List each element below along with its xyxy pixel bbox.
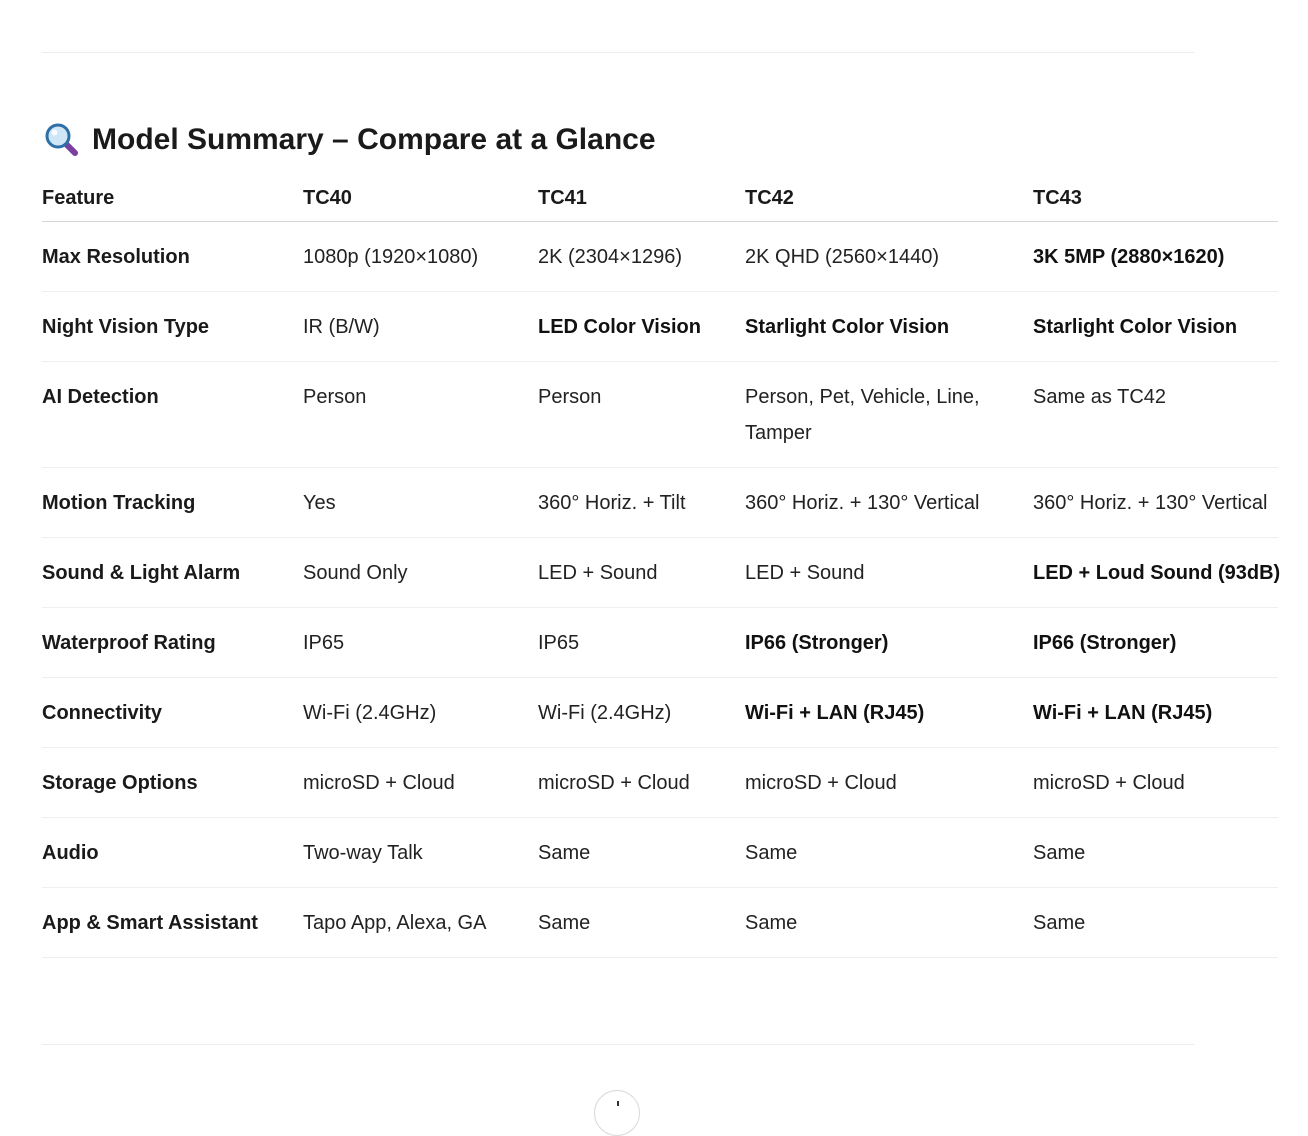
tc40-cell: Two-way Talk <box>303 818 538 888</box>
tc41-cell: Wi-Fi (2.4GHz) <box>538 678 745 748</box>
tc41-cell: IP65 <box>538 608 745 678</box>
feature-cell: Sound & Light Alarm <box>42 538 303 608</box>
model-summary-table <box>42 176 1281 958</box>
tc43-cell: IP66 (Stronger) <box>1033 608 1278 678</box>
tc42-cell: Person, Pet, Vehicle, Line, Tamper <box>745 362 1033 468</box>
tc43-cell: microSD + Cloud <box>1033 748 1278 818</box>
feature-cell: Audio <box>42 818 303 888</box>
column-header-tc43: TC43 <box>1033 176 1278 222</box>
tc43-cell: Same as TC42 <box>1033 362 1278 468</box>
tc41-cell: LED + Sound <box>538 538 745 608</box>
tc40-cell: 1080p (1920×1080) <box>303 222 538 292</box>
table-header-row <box>42 176 1278 222</box>
feature-cell: App & Smart Assistant <box>42 888 303 958</box>
tc42-cell: Same <box>745 888 1033 958</box>
feature-cell: Connectivity <box>42 678 303 748</box>
tc41-cell: Person <box>538 362 745 468</box>
table-row <box>42 888 1278 958</box>
scroll-down-button[interactable] <box>594 1090 640 1136</box>
tc42-cell: 2K QHD (2560×1440) <box>745 222 1033 292</box>
table-row <box>42 608 1278 678</box>
bottom-divider <box>42 1044 1194 1045</box>
tc42-cell: LED + Sound <box>745 538 1033 608</box>
section-heading <box>44 118 656 162</box>
tc41-cell: 2K (2304×1296) <box>538 222 745 292</box>
tc42-cell: IP66 (Stronger) <box>745 608 1033 678</box>
tc40-cell: IP65 <box>303 608 538 678</box>
tc40-cell: microSD + Cloud <box>303 748 538 818</box>
table-row <box>42 468 1278 538</box>
column-header-tc42: TC42 <box>745 176 1033 222</box>
tc41-cell: Same <box>538 818 745 888</box>
tc42-cell: 360° Horiz. + 130° Vertical <box>745 468 1033 538</box>
magnifying-glass-icon <box>44 122 80 158</box>
column-header-tc41: TC41 <box>538 176 745 222</box>
tc40-cell: Wi-Fi (2.4GHz) <box>303 678 538 748</box>
tc43-cell: Same <box>1033 818 1278 888</box>
tc42-cell: microSD + Cloud <box>745 748 1033 818</box>
table-row <box>42 678 1278 748</box>
table-row <box>42 748 1278 818</box>
tc41-cell: Same <box>538 888 745 958</box>
tc43-cell: LED + Loud Sound (93dB) <box>1033 538 1278 608</box>
feature-cell: Motion Tracking <box>42 468 303 538</box>
feature-cell: Night Vision Type <box>42 292 303 362</box>
top-divider <box>42 52 1194 53</box>
feature-cell: AI Detection <box>42 362 303 468</box>
table-row <box>42 222 1278 292</box>
table-row <box>42 292 1278 362</box>
tc42-cell: Starlight Color Vision <box>745 292 1033 362</box>
tc40-cell: Sound Only <box>303 538 538 608</box>
arrow-down-icon <box>617 1101 619 1106</box>
tc41-cell: 360° Horiz. + Tilt <box>538 468 745 538</box>
tc41-cell: LED Color Vision <box>538 292 745 362</box>
feature-cell: Waterproof Rating <box>42 608 303 678</box>
column-header-feature: Feature <box>42 176 303 222</box>
tc43-cell: 360° Horiz. + 130° Vertical <box>1033 468 1278 538</box>
table-row <box>42 538 1278 608</box>
table-row <box>42 818 1278 888</box>
tc43-cell: Same <box>1033 888 1278 958</box>
tc41-cell: microSD + Cloud <box>538 748 745 818</box>
tc40-cell: Tapo App, Alexa, GA <box>303 888 538 958</box>
tc43-cell: 3K 5MP (2880×1620) <box>1033 222 1278 292</box>
tc43-cell: Wi-Fi + LAN (RJ45) <box>1033 678 1278 748</box>
tc42-cell: Wi-Fi + LAN (RJ45) <box>745 678 1033 748</box>
tc43-cell: Starlight Color Vision <box>1033 292 1278 362</box>
tc40-cell: IR (B/W) <box>303 292 538 362</box>
tc42-cell: Same <box>745 818 1033 888</box>
tc40-cell: Person <box>303 362 538 468</box>
table-row <box>42 362 1278 468</box>
column-header-tc40: TC40 <box>303 176 538 222</box>
section-title: Model Summary – Compare at a Glance <box>92 123 656 156</box>
feature-cell: Storage Options <box>42 748 303 818</box>
feature-cell: Max Resolution <box>42 222 303 292</box>
tc40-cell: Yes <box>303 468 538 538</box>
